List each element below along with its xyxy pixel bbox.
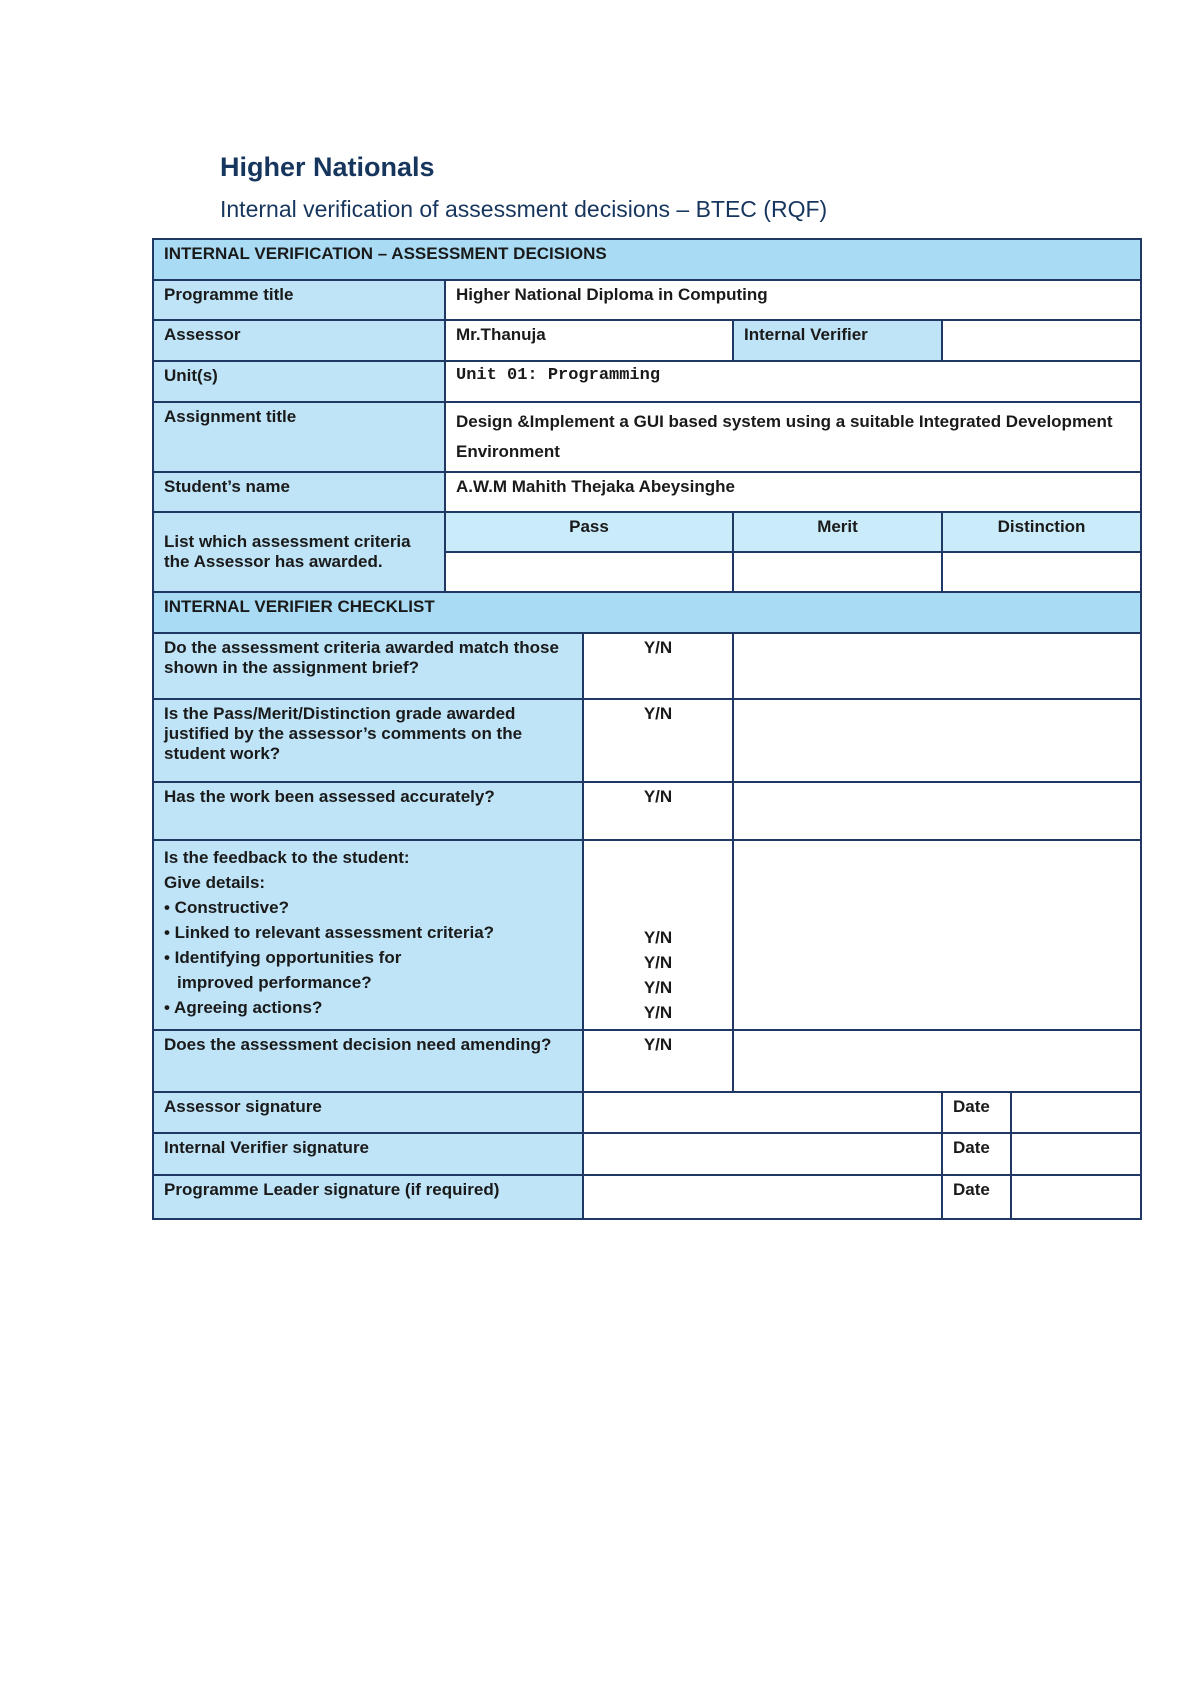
units-label: Unit(s) xyxy=(153,361,445,402)
leader-signature-label: Programme Leader signature (if required) xyxy=(153,1175,583,1219)
assignment-title-label: Assignment title xyxy=(153,402,445,472)
leader-signature-field[interactable] xyxy=(583,1175,942,1219)
grade-distinction-cell[interactable] xyxy=(942,552,1141,592)
student-name-label: Student’s name xyxy=(153,472,445,512)
checklist-q5-label: Does the assessment decision need amending? xyxy=(153,1030,583,1092)
checklist-q4-yn[interactable]: Y/N xyxy=(643,928,673,947)
iv-date-field[interactable] xyxy=(1011,1133,1141,1175)
checklist-q4-yn[interactable]: Y/N xyxy=(643,1003,673,1022)
checklist-q2-label: Is the Pass/Merit/Distinction grade awarded justified by the assessor’s comments on the student work? xyxy=(153,699,583,782)
section-assessment-decisions: INTERNAL VERIFICATION – ASSESSMENT DECISIONS xyxy=(153,239,1141,280)
checklist-q4-item: improved performance? xyxy=(177,973,372,992)
programme-title-label: Programme title xyxy=(153,280,445,320)
section-internal-verifier-checklist: INTERNAL VERIFIER CHECKLIST xyxy=(153,592,1141,633)
checklist-q3-yn[interactable]: Y/N xyxy=(583,782,733,840)
assessor-value[interactable]: Mr.Thanuja xyxy=(445,320,733,361)
assessor-date-field[interactable] xyxy=(1011,1092,1141,1133)
leader-date-label: Date xyxy=(942,1175,1011,1219)
checklist-q4-yn-list xyxy=(583,840,733,1030)
checklist-q3-label: Has the work been assessed accurately? xyxy=(153,782,583,840)
grade-header-merit: Merit xyxy=(733,512,942,552)
checklist-q3-comment[interactable] xyxy=(733,782,1141,840)
checklist-q2-comment[interactable] xyxy=(733,699,1141,782)
grade-header-distinction: Distinction xyxy=(942,512,1141,552)
checklist-q1-yn[interactable]: Y/N xyxy=(583,633,733,699)
internal-verifier-value[interactable] xyxy=(942,320,1141,361)
checklist-q4-item: • Linked to relevant assessment criteria? xyxy=(164,923,495,942)
checklist-q4-item: • Agreeing actions? xyxy=(164,998,323,1017)
checklist-q2-yn[interactable]: Y/N xyxy=(583,699,733,782)
iv-date-label: Date xyxy=(942,1133,1011,1175)
assessor-signature-field[interactable] xyxy=(583,1092,942,1133)
iv-signature-label: Internal Verifier signature xyxy=(153,1133,583,1175)
checklist-q1-comment[interactable] xyxy=(733,633,1141,699)
assessor-date-label: Date xyxy=(942,1092,1011,1133)
checklist-q4-intro: Is the feedback to the student: xyxy=(164,848,410,867)
grade-pass-cell[interactable] xyxy=(445,552,733,592)
verification-form xyxy=(152,238,1142,1220)
assessor-label: Assessor xyxy=(153,320,445,361)
assessor-signature-label: Assessor signature xyxy=(153,1092,583,1133)
checklist-q4-label xyxy=(153,840,583,1030)
leader-date-field[interactable] xyxy=(1011,1175,1141,1219)
student-name-value[interactable]: A.W.M Mahith Thejaka Abeysinghe xyxy=(445,472,1141,512)
checklist-q4-item: • Identifying opportunities for xyxy=(164,948,402,967)
checklist-q4-comment[interactable] xyxy=(733,840,1141,1030)
checklist-q4-yn[interactable]: Y/N xyxy=(643,953,673,972)
units-value[interactable]: Unit 01: Programming xyxy=(445,361,1141,402)
page-title: Higher Nationals xyxy=(220,152,435,182)
assignment-title-value[interactable]: Design &Implement a GUI based system using a suitable Integrated Development Environment xyxy=(445,402,1141,472)
checklist-q4-details: Give details: xyxy=(164,873,266,892)
checklist-q4-yn[interactable]: Y/N xyxy=(643,978,673,997)
programme-title-value[interactable]: Higher National Diploma in Computing xyxy=(445,280,1141,320)
grade-header-pass: Pass xyxy=(445,512,733,552)
checklist-q5-yn[interactable]: Y/N xyxy=(583,1030,733,1092)
page-subtitle: Internal verification of assessment decisions – BTEC (RQF) xyxy=(220,196,828,222)
iv-signature-field[interactable] xyxy=(583,1133,942,1175)
checklist-q1-label: Do the assessment criteria awarded match those shown in the assignment brief? xyxy=(153,633,583,699)
internal-verifier-label: Internal Verifier xyxy=(733,320,942,361)
criteria-awarded-label: List which assessment criteria the Assessor has awarded. xyxy=(153,512,445,592)
checklist-q4-item: • Constructive? xyxy=(164,898,289,917)
grade-merit-cell[interactable] xyxy=(733,552,942,592)
checklist-q5-comment[interactable] xyxy=(733,1030,1141,1092)
